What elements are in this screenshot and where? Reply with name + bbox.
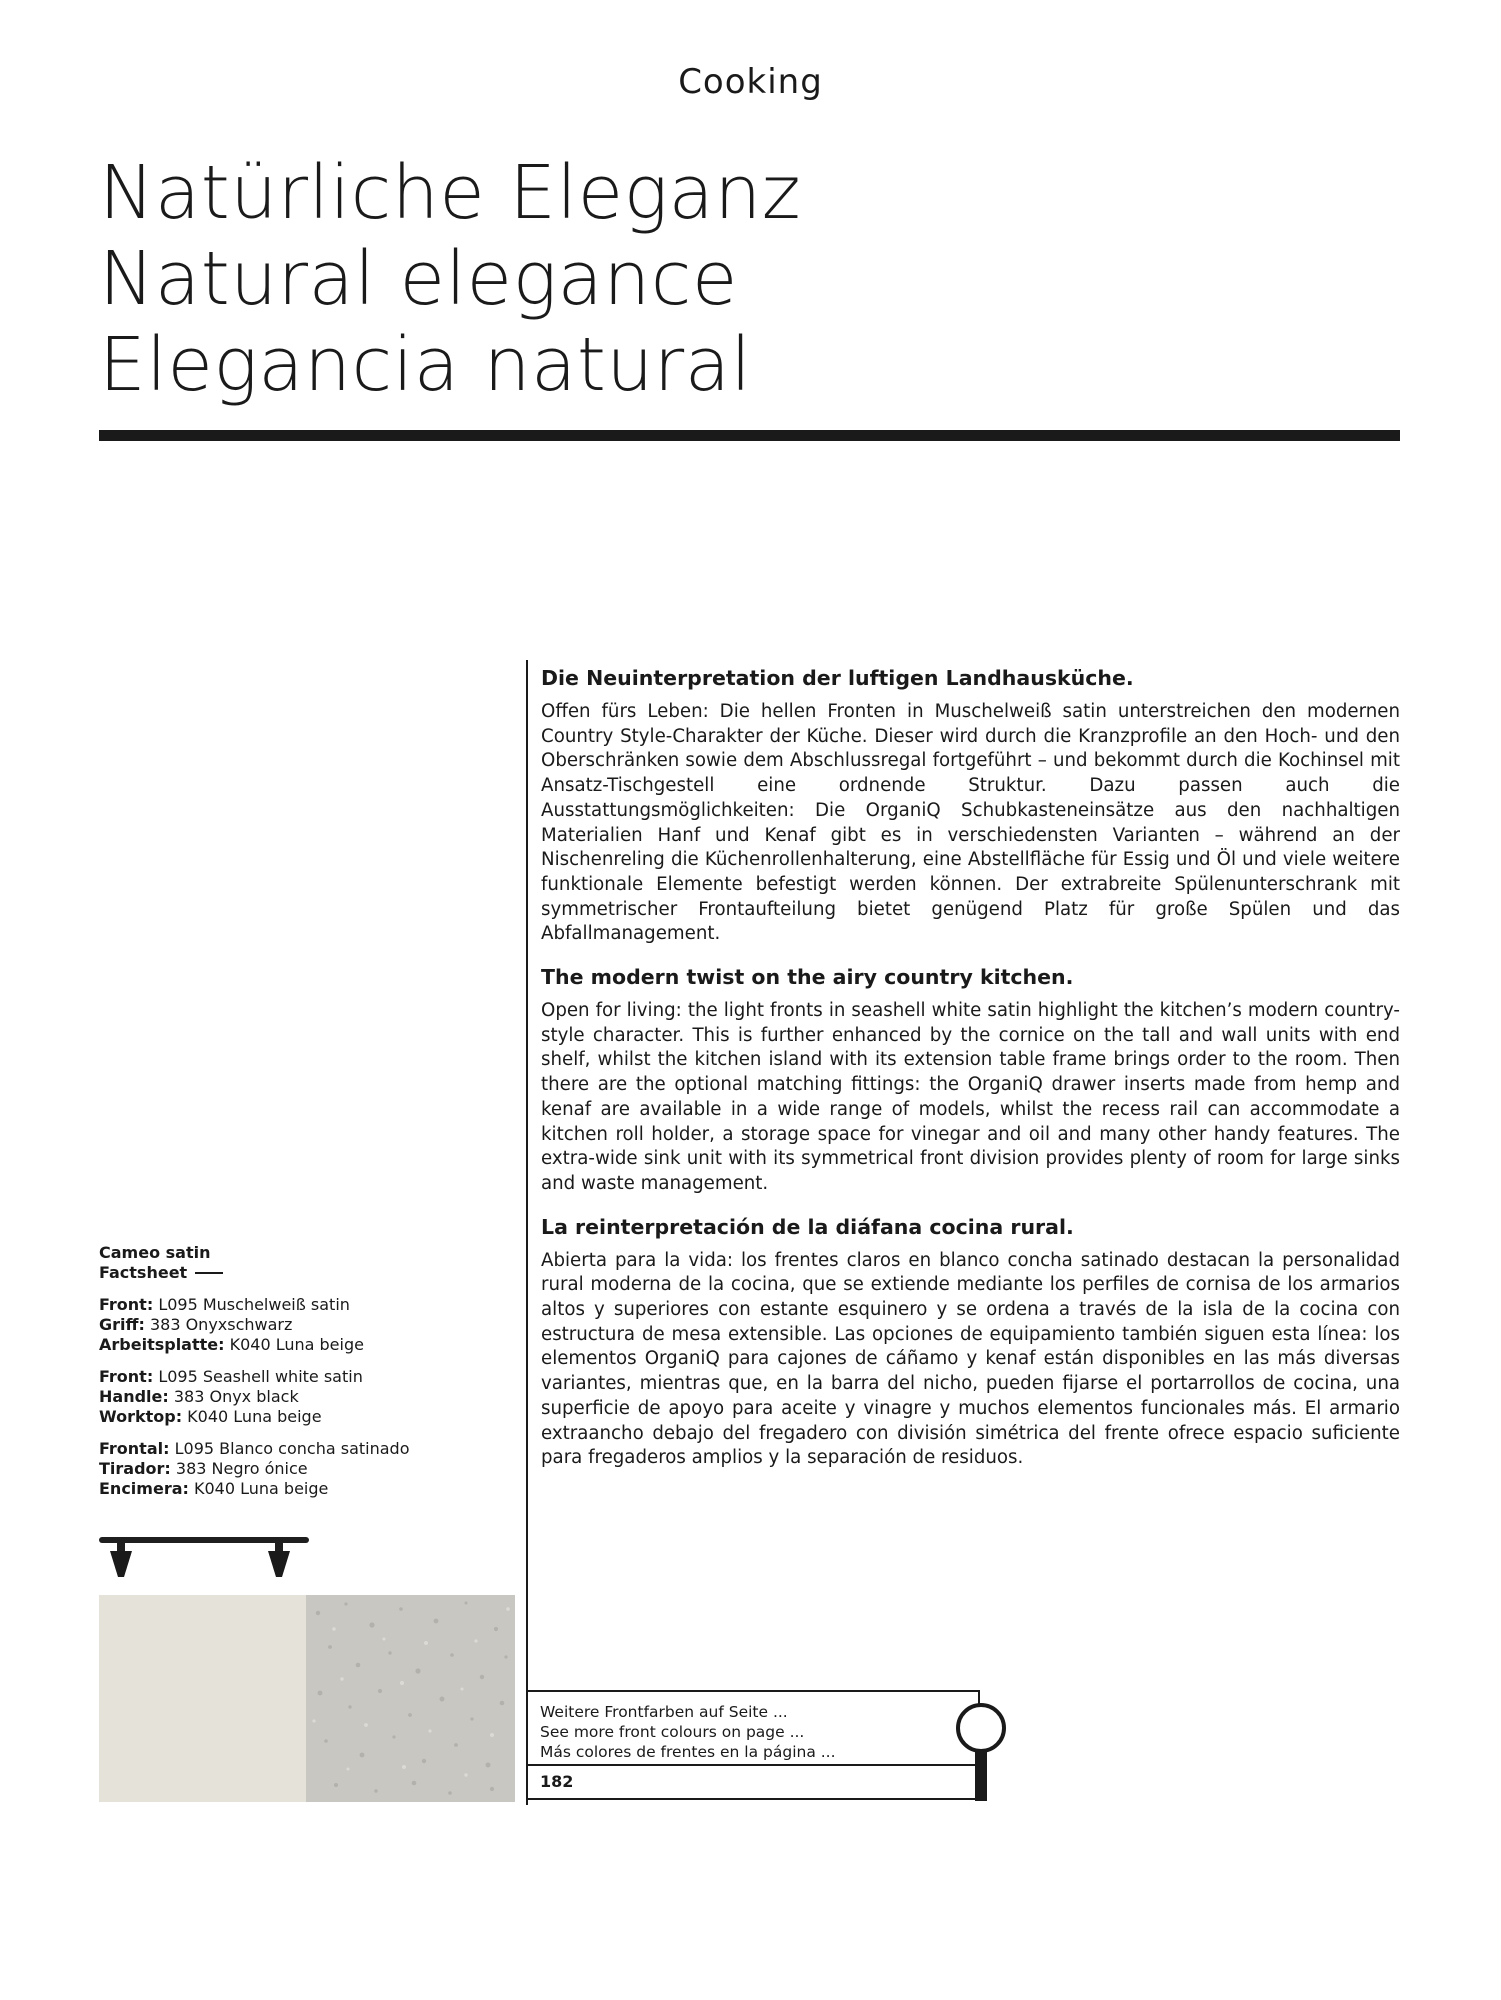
reference-lines xyxy=(540,1702,836,1762)
spec-row xyxy=(99,1335,519,1355)
spec-row xyxy=(99,1367,519,1387)
spec-row xyxy=(99,1295,519,1315)
factsheet-dash xyxy=(195,1272,223,1274)
page-number: 182 xyxy=(540,1772,574,1791)
factsheet-title: Cameo satin xyxy=(99,1243,211,1262)
spec-key: Griff: xyxy=(99,1315,145,1334)
title-german: Natürliche Eleganz xyxy=(99,150,802,236)
reference-line-spanish: Más colores de frentes en la página ... xyxy=(540,1743,836,1761)
magnifier-icon xyxy=(953,1700,1009,1805)
section-label: Cooking xyxy=(678,62,823,102)
title-rule xyxy=(99,430,1400,441)
factsheet-subtitle-row xyxy=(99,1263,519,1283)
spec-value: 383 Onyxschwarz xyxy=(144,1315,293,1334)
spec-value: L095 Blanco concha satinado xyxy=(169,1439,410,1458)
reference-line-german: Weitere Frontfarben auf Seite ... xyxy=(540,1703,788,1721)
spec-row xyxy=(99,1315,519,1335)
spec-key: Tirador: xyxy=(99,1459,171,1478)
spec-value: K040 Luna beige xyxy=(224,1335,364,1354)
front-colour-swatch xyxy=(99,1595,306,1802)
worktop-swatch xyxy=(306,1595,515,1802)
body-text-column xyxy=(541,664,1400,1487)
spec-value: 383 Onyx black xyxy=(168,1387,299,1406)
heading-spanish: La reinterpretación de la diáfana cocina rural. xyxy=(541,1214,1074,1239)
paragraph-english: Open for living: the light fronts in seashell white satin highlight the kitchen’s modern country-style character. This is further enhanced by the cornice on the tall and wall units with end shelf, whilst the kitchen island with its extension table frame brings order to the room. Then there are the optional matching fittings: the OrganiQ drawer inserts made from hemp and kenaf are available in a wide range of models, whilst the recess rail can accommodate a kitchen roll holder, a storage space for vinegar and oil and many other handy features. The extra-wide sink unit with its symmetrical front division provides plenty of room for large sinks and waste management. xyxy=(541,1000,1400,1194)
column-divider xyxy=(526,660,528,1805)
spec-value: K040 Luna beige xyxy=(188,1479,329,1498)
spec-row xyxy=(99,1387,519,1407)
factsheet-subtitle: Factsheet xyxy=(99,1263,188,1282)
spec-key: Front: xyxy=(99,1367,154,1386)
paragraph-spanish: Abierta para la vida: los frentes claros en blanco concha satinado destacan la personalidad rural moderna de la cocina, que se extiende mediante los perfiles de cornisa de los armarios altos y superiores con estante esquinero y se ordena a través de la isla de la cocina con estructura de mesa extensible. Las opciones de equipamiento también siguen esta línea: los elementos OrganiQ para cajones de cáñamo y kenaf están disponibles en las más diversas variantes, mientras que, en la barra del nicho, pueden fijarse el portarrollos de cocina, una superficie de apoyo para aceite y vinagre y muchos elementos funcionales más. El armario extraancho debajo del fregadero con división simétrica del frente ofrece espacio suficiente para fregaderos amplios y la separación de residuos. xyxy=(541,1249,1400,1469)
factsheet-group-spanish xyxy=(99,1439,519,1499)
spec-value: L095 Seashell white satin xyxy=(153,1367,363,1386)
handle-image xyxy=(99,1533,309,1583)
title-spanish: Elegancia natural xyxy=(99,322,752,408)
reference-line-english: See more front colours on page ... xyxy=(540,1723,805,1741)
spec-value: 383 Negro ónice xyxy=(170,1459,308,1478)
title-english: Natural elegance xyxy=(99,236,738,322)
spec-key: Worktop: xyxy=(99,1407,183,1426)
stone-texture xyxy=(306,1595,515,1802)
reference-separator xyxy=(526,1764,978,1766)
factsheet-group-german xyxy=(99,1295,519,1355)
spec-key: Frontal: xyxy=(99,1439,170,1458)
factsheet xyxy=(99,1243,519,1499)
spec-key: Encimera: xyxy=(99,1479,189,1498)
paragraph-german: Offen fürs Leben: Die hellen Fronten in Muschelweiß satin unterstreichen den modernen Country Style-Charakter der Küche. Dieser wird durch die Kranzprofile an den Hoch- und den Oberschränken sowie dem Abschlussregal fortgeführt – und bekommt durch die Kochinsel mit Ansatz-Tischgestell eine ordnende Struktur. Dazu passen auch die Ausstattungsmöglichkeiten: Die OrganiQ Schubkasteneinsätze aus den nachhaltigen Materialien Hanf und Kenaf gibt es in verschiedensten Varianten – während an der Nischenreling die Küchenrollenhalterung, eine Abstellfläche für Essig und Öl und viele weitere funktionale Elemente befestigt werden können. Der extrabreite Spülenunterschrank mit symmetrischer Frontaufteilung bietet genügend Platz für große Spülen und das Abfallmanagement. xyxy=(541,701,1400,945)
spec-row xyxy=(99,1407,519,1427)
factsheet-group-english xyxy=(99,1367,519,1427)
spec-row xyxy=(99,1479,519,1499)
page-title-block xyxy=(99,150,801,408)
spec-key: Front: xyxy=(99,1295,154,1314)
spec-value: K040 Luna beige xyxy=(182,1407,322,1426)
front-colours-reference xyxy=(526,1690,980,1800)
spec-key: Arbeitsplatte: xyxy=(99,1335,225,1354)
spec-value: L095 Muschelweiß satin xyxy=(153,1295,350,1314)
heading-english: The modern twist on the airy country kitchen. xyxy=(541,965,1074,990)
heading-german: Die Neuinterpretation der luftigen Landhausküche. xyxy=(541,666,1134,690)
spec-row xyxy=(99,1459,519,1479)
spec-row xyxy=(99,1439,519,1459)
spec-key: Handle: xyxy=(99,1387,169,1406)
